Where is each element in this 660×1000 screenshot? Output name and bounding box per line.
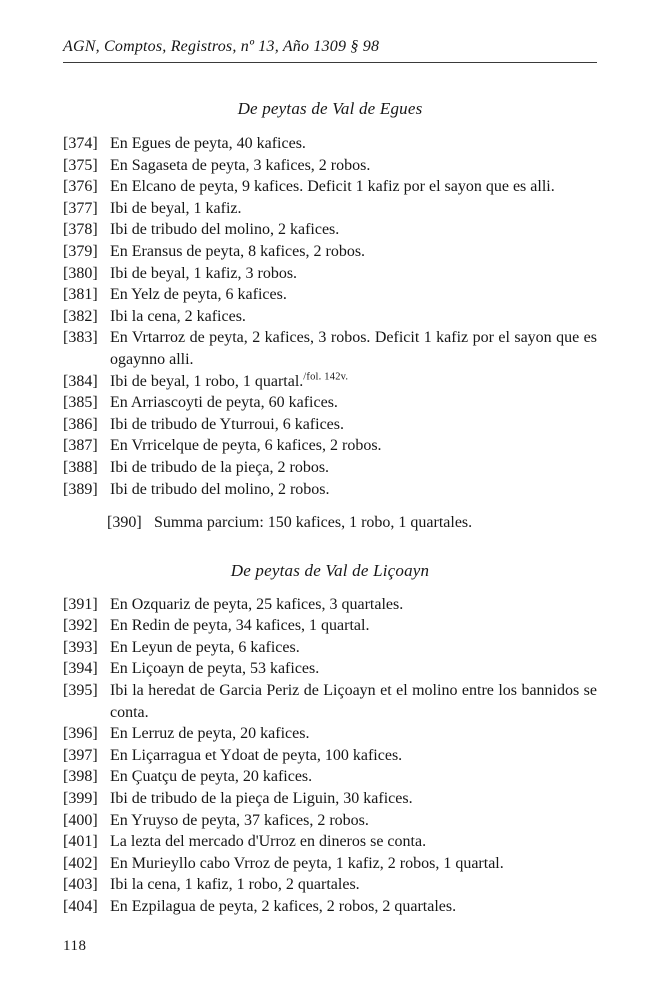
page-number: 118 <box>63 938 87 954</box>
entry-number: [378] <box>63 221 98 239</box>
entry-text: Ibi de tribudo de la pieça de Liguin, 30 kafices. <box>110 790 413 808</box>
entry-number: [388] <box>63 458 98 476</box>
entry-380 <box>63 263 597 285</box>
entry-number: [398] <box>63 768 98 786</box>
entry-text: En Eransus de peyta, 8 kafices, 2 robos. <box>110 242 366 260</box>
entry-number: [397] <box>63 746 98 764</box>
entry-number: [400] <box>63 811 98 829</box>
entry-402 <box>63 853 597 875</box>
entry-number: [392] <box>63 617 98 635</box>
entry-391 <box>63 594 597 616</box>
entry-number: [396] <box>63 725 98 743</box>
entry-text: En Redin de peyta, 34 kafices, 1 quartal. <box>110 617 370 635</box>
entry-376 <box>63 176 597 198</box>
entry-number: [390] <box>107 514 142 532</box>
entry-text: Summa parcium: 150 kafices, 1 robo, 1 quartales. <box>154 514 473 532</box>
entry-number: [389] <box>63 480 98 498</box>
entry-text: Ibi de tribudo del molino, 2 robos. <box>110 480 330 498</box>
entry-379 <box>63 241 597 263</box>
entry-number: [380] <box>63 264 98 282</box>
entry-text: Ibi la heredat de Garcia Periz de Liçoayn et el molino entre los bannidos se conta. <box>110 682 597 721</box>
entry-381 <box>63 284 597 306</box>
entry-text: Ibi de beyal, 1 kafiz. <box>110 199 242 217</box>
entry-number: [393] <box>63 638 98 656</box>
entry-text: En Vrtarroz de peyta, 2 kafices, 3 robos. Deficit 1 kafiz por el sayon que es ogaynno alli. <box>110 329 597 368</box>
entry-number: [376] <box>63 178 98 196</box>
entry-386 <box>63 414 597 436</box>
entry-number: [385] <box>63 394 98 412</box>
section-title-val-de-egues: De peytas de Val de Egues <box>237 99 423 118</box>
entry-text: En Vrricelque de peyta, 6 kafices, 2 robos. <box>110 437 382 455</box>
entry-number: [379] <box>63 242 98 260</box>
entry-number: [375] <box>63 156 98 174</box>
entry-399 <box>63 788 597 810</box>
entry-401 <box>63 831 597 853</box>
entry-403 <box>63 874 597 896</box>
entry-text: En Yelz de peyta, 6 kafices. <box>110 286 287 304</box>
entry-392 <box>63 615 597 637</box>
entry-text: Ibi la cena, 2 kafices. <box>110 307 246 325</box>
section-entries-val-de-licoayn <box>63 594 597 918</box>
entry-387 <box>63 435 597 457</box>
entry-404 <box>63 896 597 918</box>
entry-text: Ibi de tribudo de Yturroui, 6 kafices. <box>110 415 345 433</box>
entry-383 <box>63 327 597 370</box>
entry-number: [394] <box>63 660 98 678</box>
entry-number: [377] <box>63 199 98 217</box>
running-head: AGN, Comptos, Registros, nº 13, Año 1309 § 98 <box>63 38 380 55</box>
entry-text: Ibi de tribudo de la pieça, 2 robos. <box>110 458 330 476</box>
entry-395 <box>63 680 597 723</box>
entry-385 <box>63 392 597 414</box>
entry-text: En Liçoayn de peyta, 53 kafices. <box>110 660 320 678</box>
entry-text: En Arriascoyti de peyta, 60 kafices. <box>110 394 338 412</box>
entry-number: [386] <box>63 415 98 433</box>
entry-397 <box>63 745 597 767</box>
entry-396 <box>63 723 597 745</box>
entry-number: [399] <box>63 790 98 808</box>
entry-number: [391] <box>63 595 98 613</box>
entry-number: [404] <box>63 898 98 915</box>
entry-text: En Ozquariz de peyta, 25 kafices, 3 quartales. <box>110 595 404 613</box>
entry-378 <box>63 219 597 241</box>
entry-text: En Çuatçu de peyta, 20 kafices. <box>110 768 313 786</box>
entry-text: En Elcano de peyta, 9 kafices. Deficit 1 kafiz por el sayon que es alli. <box>110 178 555 196</box>
entry-394 <box>63 658 597 680</box>
entry-374 <box>63 133 597 155</box>
entry-text: Ibi de beyal, 1 kafiz, 3 robos. <box>110 264 298 282</box>
entry-number: [402] <box>63 854 98 872</box>
entry-number: [401] <box>63 833 98 851</box>
entry-text: La lezta del mercado d'Urroz en dineros se conta. <box>110 833 427 851</box>
entry-377 <box>63 198 597 220</box>
entry-number: [374] <box>63 135 98 152</box>
entry-number: [395] <box>63 682 98 700</box>
folio-marker: /fol. 142v. <box>303 371 349 383</box>
entry-382 <box>63 306 597 328</box>
entry-375 <box>63 155 597 177</box>
entry-text: En Sagaseta de peyta, 3 kafices, 2 robos. <box>110 156 371 174</box>
entry-398 <box>63 766 597 788</box>
entry-number: [383] <box>63 329 98 347</box>
entry-390-summa <box>107 512 597 534</box>
entry-number: [384] <box>63 372 98 390</box>
entry-text: En Leyun de peyta, 6 kafices. <box>110 638 300 656</box>
entry-text: En Ezpilagua de peyta, 2 kafices, 2 robos, 2 quartales. <box>110 898 457 915</box>
entry-389 <box>63 479 597 501</box>
entry-393 <box>63 637 597 659</box>
entry-text: En Lerruz de peyta, 20 kafices. <box>110 725 310 743</box>
entry-text: Ibi la cena, 1 kafiz, 1 robo, 2 quartales. <box>110 876 360 894</box>
entry-text: En Egues de peyta, 40 kafices. <box>110 135 306 152</box>
entry-388 <box>63 457 597 479</box>
header-rule <box>63 62 597 63</box>
entry-text: En Liçarragua et Ydoat de peyta, 100 kafices. <box>110 746 403 764</box>
entry-400 <box>63 810 597 832</box>
entry-384 <box>63 371 597 393</box>
entry-text: En Murieyllo cabo Vrroz de peyta, 1 kafiz, 2 robos, 1 quartal. <box>110 854 504 872</box>
section-title-val-de-licoayn: De peytas de Val de Liçoayn <box>230 560 430 580</box>
entry-text: Ibi de beyal, 1 robo, 1 quartal. <box>110 372 304 390</box>
section-entries-val-de-egues <box>63 133 597 534</box>
entry-text: En Yruyso de peyta, 37 kafices, 2 robos. <box>110 811 369 829</box>
entry-number: [382] <box>63 307 98 325</box>
entry-number: [381] <box>63 286 98 304</box>
entry-text: Ibi de tribudo del molino, 2 kafices. <box>110 221 340 239</box>
entry-number: [403] <box>63 876 98 894</box>
entry-number: [387] <box>63 437 98 455</box>
